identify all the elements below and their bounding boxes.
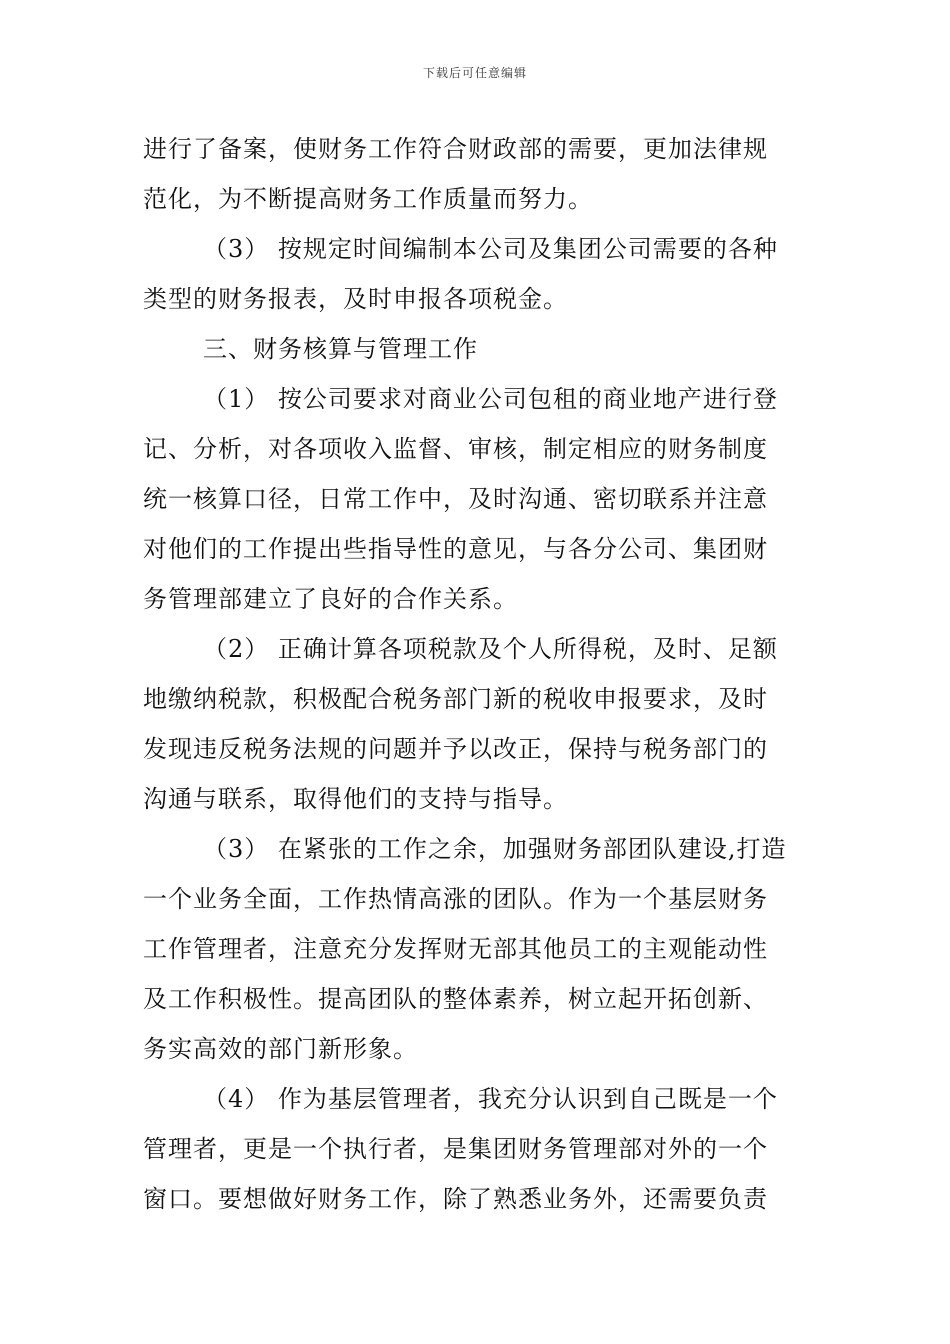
text-line: 沟通与联系，取得他们的支持与指导。 [143, 785, 568, 813]
text-line: （1） 按公司要求对商业公司包租的商业地产进行登 [203, 385, 778, 413]
text-line: 工作管理者，注意充分发挥财无部其他员工的主观能动性 [143, 935, 768, 963]
text-line: 范化，为不断提高财务工作质量而努力。 [143, 185, 593, 213]
document-body [143, 124, 807, 1224]
text-line: （3） 在紧张的工作之余，加强财务部团队建设,打造 [203, 835, 787, 863]
text-line: 一个业务全面，工作热情高涨的团队。作为一个基层财务 [143, 885, 768, 913]
page-header: 下载后可任意编辑 [422, 66, 527, 80]
text-line: 地缴纳税款，积极配合税务部门新的税收申报要求，及时 [143, 685, 768, 713]
text-line: 窗口。要想做好财务工作，除了熟悉业务外，还需要负责 [143, 1185, 768, 1213]
text-line: 对他们的工作提出些指导性的意见，与各分公司、集团财 [143, 535, 768, 563]
text-line: （2） 正确计算各项税款及个人所得税，及时、足额 [203, 635, 778, 663]
text-line: 统一核算口径，日常工作中，及时沟通、密切联系并注意 [143, 485, 768, 513]
text-line: 及工作积极性。提高团队的整体素养，树立起开拓创新、 [143, 985, 768, 1013]
text-line: 务实高效的部门新形象。 [143, 1035, 418, 1063]
text-line: 发现违反税务法规的问题并予以改正，保持与税务部门的 [143, 735, 768, 763]
text-line: 务管理部建立了良好的合作关系。 [143, 585, 518, 613]
text-line: 管理者，更是一个执行者，是集团财务管理部对外的一个 [143, 1135, 768, 1163]
text-line: 类型的财务报表，及时申报各项税金。 [143, 285, 568, 313]
text-line: （4） 作为基层管理者，我充分认识到自己既是一个 [203, 1085, 778, 1113]
text-line: 三、财务核算与管理工作 [203, 335, 478, 363]
text-line: 进行了备案，使财务工作符合财政部的需要，更加法律规 [143, 135, 768, 163]
text-line: 记、分析，对各项收入监督、审核，制定相应的财务制度 [143, 435, 768, 463]
text-line: （3） 按规定时间编制本公司及集团公司需要的各种 [203, 235, 778, 263]
